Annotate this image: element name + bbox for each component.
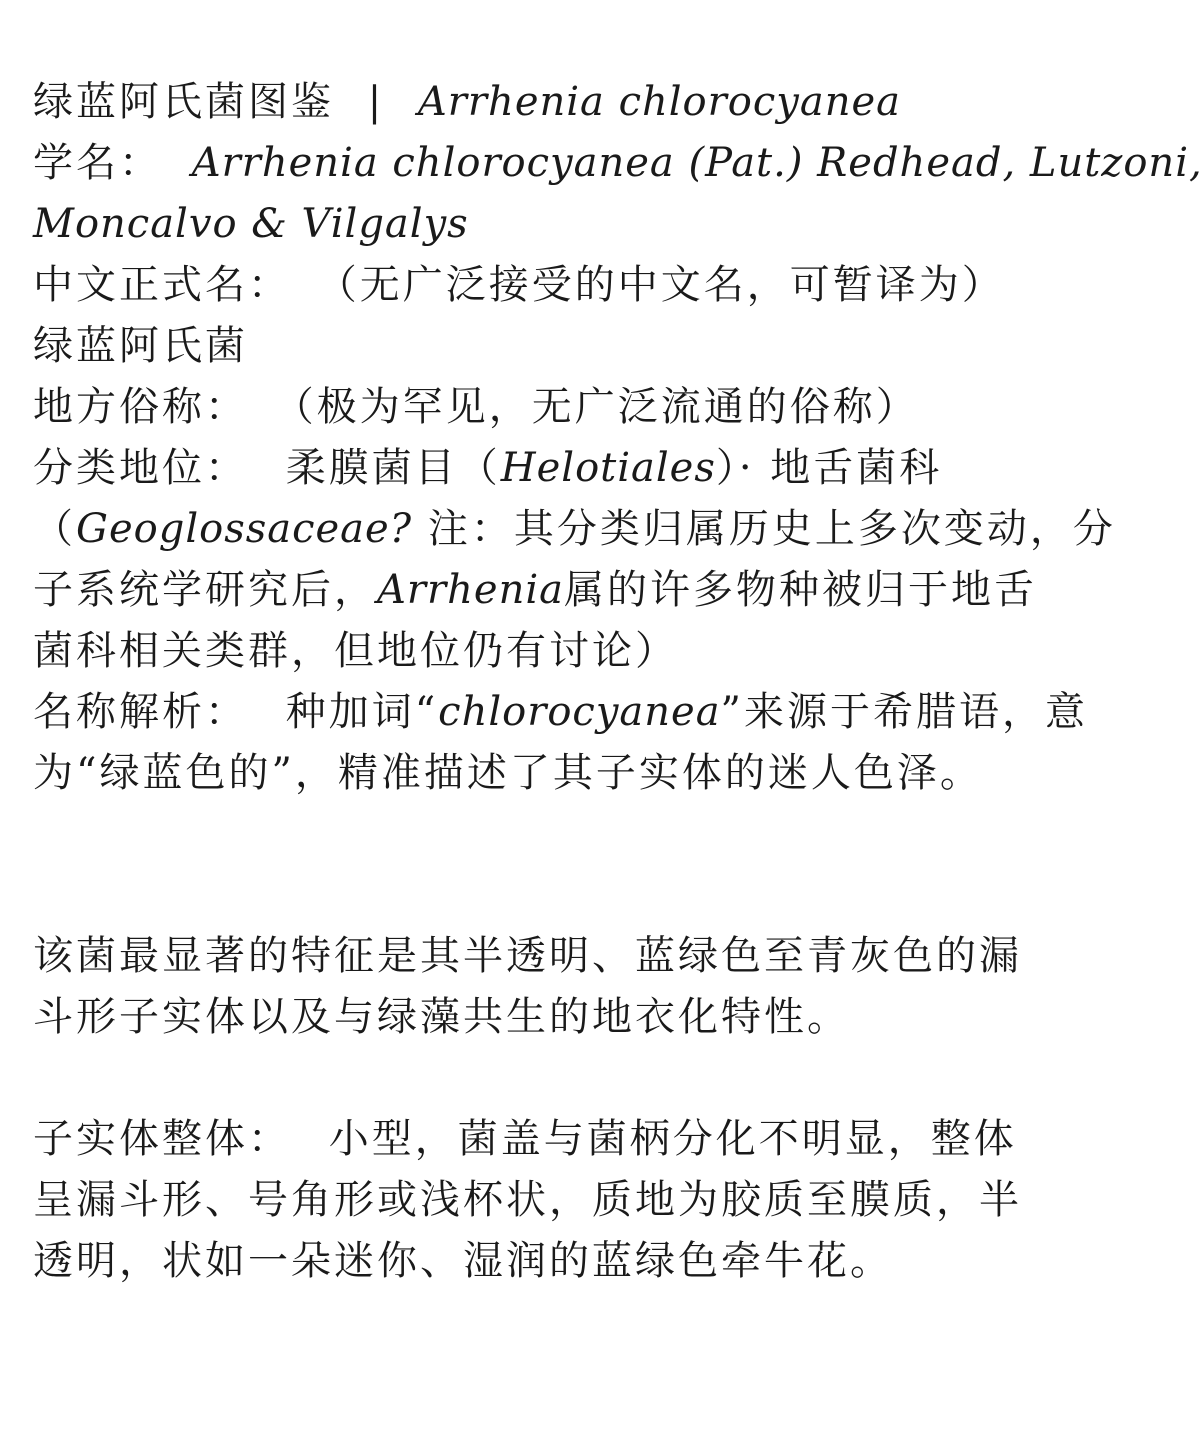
name-analysis-text-cont: ”来源于希腊语，意: [720, 689, 1088, 735]
local-name-value: （极为罕见，无广泛流通的俗称）: [273, 384, 919, 430]
chinese-name-value-cont: 绿蓝阿氏菌: [33, 323, 248, 369]
key-feature-line-1: 该菌最显著的特征是其半透明、蓝绿色至青灰色的漏: [33, 933, 1022, 979]
chinese-name-value: （无广泛接受的中文名，可暂译为）: [316, 262, 1005, 308]
taxonomy-line-4: [33, 621, 1047, 682]
fruiting-body-line-1: [33, 1109, 1047, 1170]
scientific-name-line-2: [33, 194, 1047, 255]
spacer: [33, 1048, 1047, 1109]
scientific-name-value-cont: Moncalvo & Vilgalys: [33, 201, 469, 247]
taxonomy-note-cont: 子系统学研究后，: [33, 567, 377, 613]
taxonomy-line-3: [33, 560, 1047, 621]
spacer: [33, 865, 1047, 926]
local-name-line: [33, 377, 1047, 438]
name-analysis-text-end: 为“绿蓝色的”，精准描述了其子实体的迷人色泽。: [33, 750, 983, 796]
name-analysis-line-1: [33, 682, 1088, 743]
taxonomy-paren-open: （: [33, 506, 76, 552]
taxonomy-family: ）· 地舌菌科: [715, 445, 943, 491]
name-analysis-text: 种加词“: [285, 689, 439, 735]
article: [33, 72, 1203, 1292]
taxonomy-label: 分类地位：: [33, 445, 248, 491]
taxonomy-line-2: [33, 499, 1116, 560]
scientific-name-label: 学名：: [33, 140, 162, 186]
chinese-name-label: 中文正式名：: [33, 262, 291, 308]
name-analysis-line-2: [33, 743, 1047, 804]
fruiting-body-line-2: 呈漏斗形、号角形或浅杯状，质地为胶质至膜质，半: [33, 1177, 1022, 1223]
title-separator: |: [367, 79, 385, 125]
fruiting-body-paragraph: [33, 1109, 1047, 1292]
chinese-name-line-2: [33, 316, 1047, 377]
title-cn: 绿蓝阿氏菌图鉴: [33, 79, 334, 125]
taxonomy-note-cont-2: 属的许多物种被归于地舌: [563, 567, 1037, 613]
fruiting-body-text: 小型，菌盖与菌柄分化不明显，整体: [328, 1116, 1017, 1162]
key-feature-paragraph: [33, 926, 1047, 1048]
taxonomy-note: 注：其分类归属历史上多次变动，分: [412, 506, 1116, 552]
key-feature-line-2: 斗形子实体以及与绿藻共生的地衣化特性。: [33, 994, 850, 1040]
local-name-label: 地方俗称：: [33, 384, 248, 430]
scientific-name-value: Arrhenia chlorocyanea (Pat.) Redhead, Lutzoni,: [191, 140, 1203, 186]
name-analysis-label: 名称解析：: [33, 689, 248, 735]
fruiting-body-label: 子实体整体：: [33, 1116, 291, 1162]
taxonomy-order-latin: Helotiales: [500, 445, 716, 491]
epithet-latin: chlorocyanea: [438, 689, 721, 735]
taxonomy-note-end: 菌科相关类群，但地位仍有讨论）: [33, 628, 678, 674]
chinese-name-line: [33, 255, 1047, 316]
taxonomy-family-latin: Geoglossaceae?: [76, 506, 413, 552]
taxonomy-line-1: [33, 438, 1047, 499]
fruiting-body-line-3: 透明，状如一朵迷你、湿润的蓝绿色牵牛花。: [33, 1238, 893, 1284]
scientific-name-line: [33, 133, 1203, 194]
taxonomy-genus-latin: Arrhenia: [377, 567, 564, 613]
title-line: [33, 72, 1047, 133]
title-latin: Arrhenia chlorocyanea: [417, 79, 901, 125]
taxonomy-order: 柔膜菌目（: [285, 445, 501, 491]
spacer: [33, 804, 1047, 865]
